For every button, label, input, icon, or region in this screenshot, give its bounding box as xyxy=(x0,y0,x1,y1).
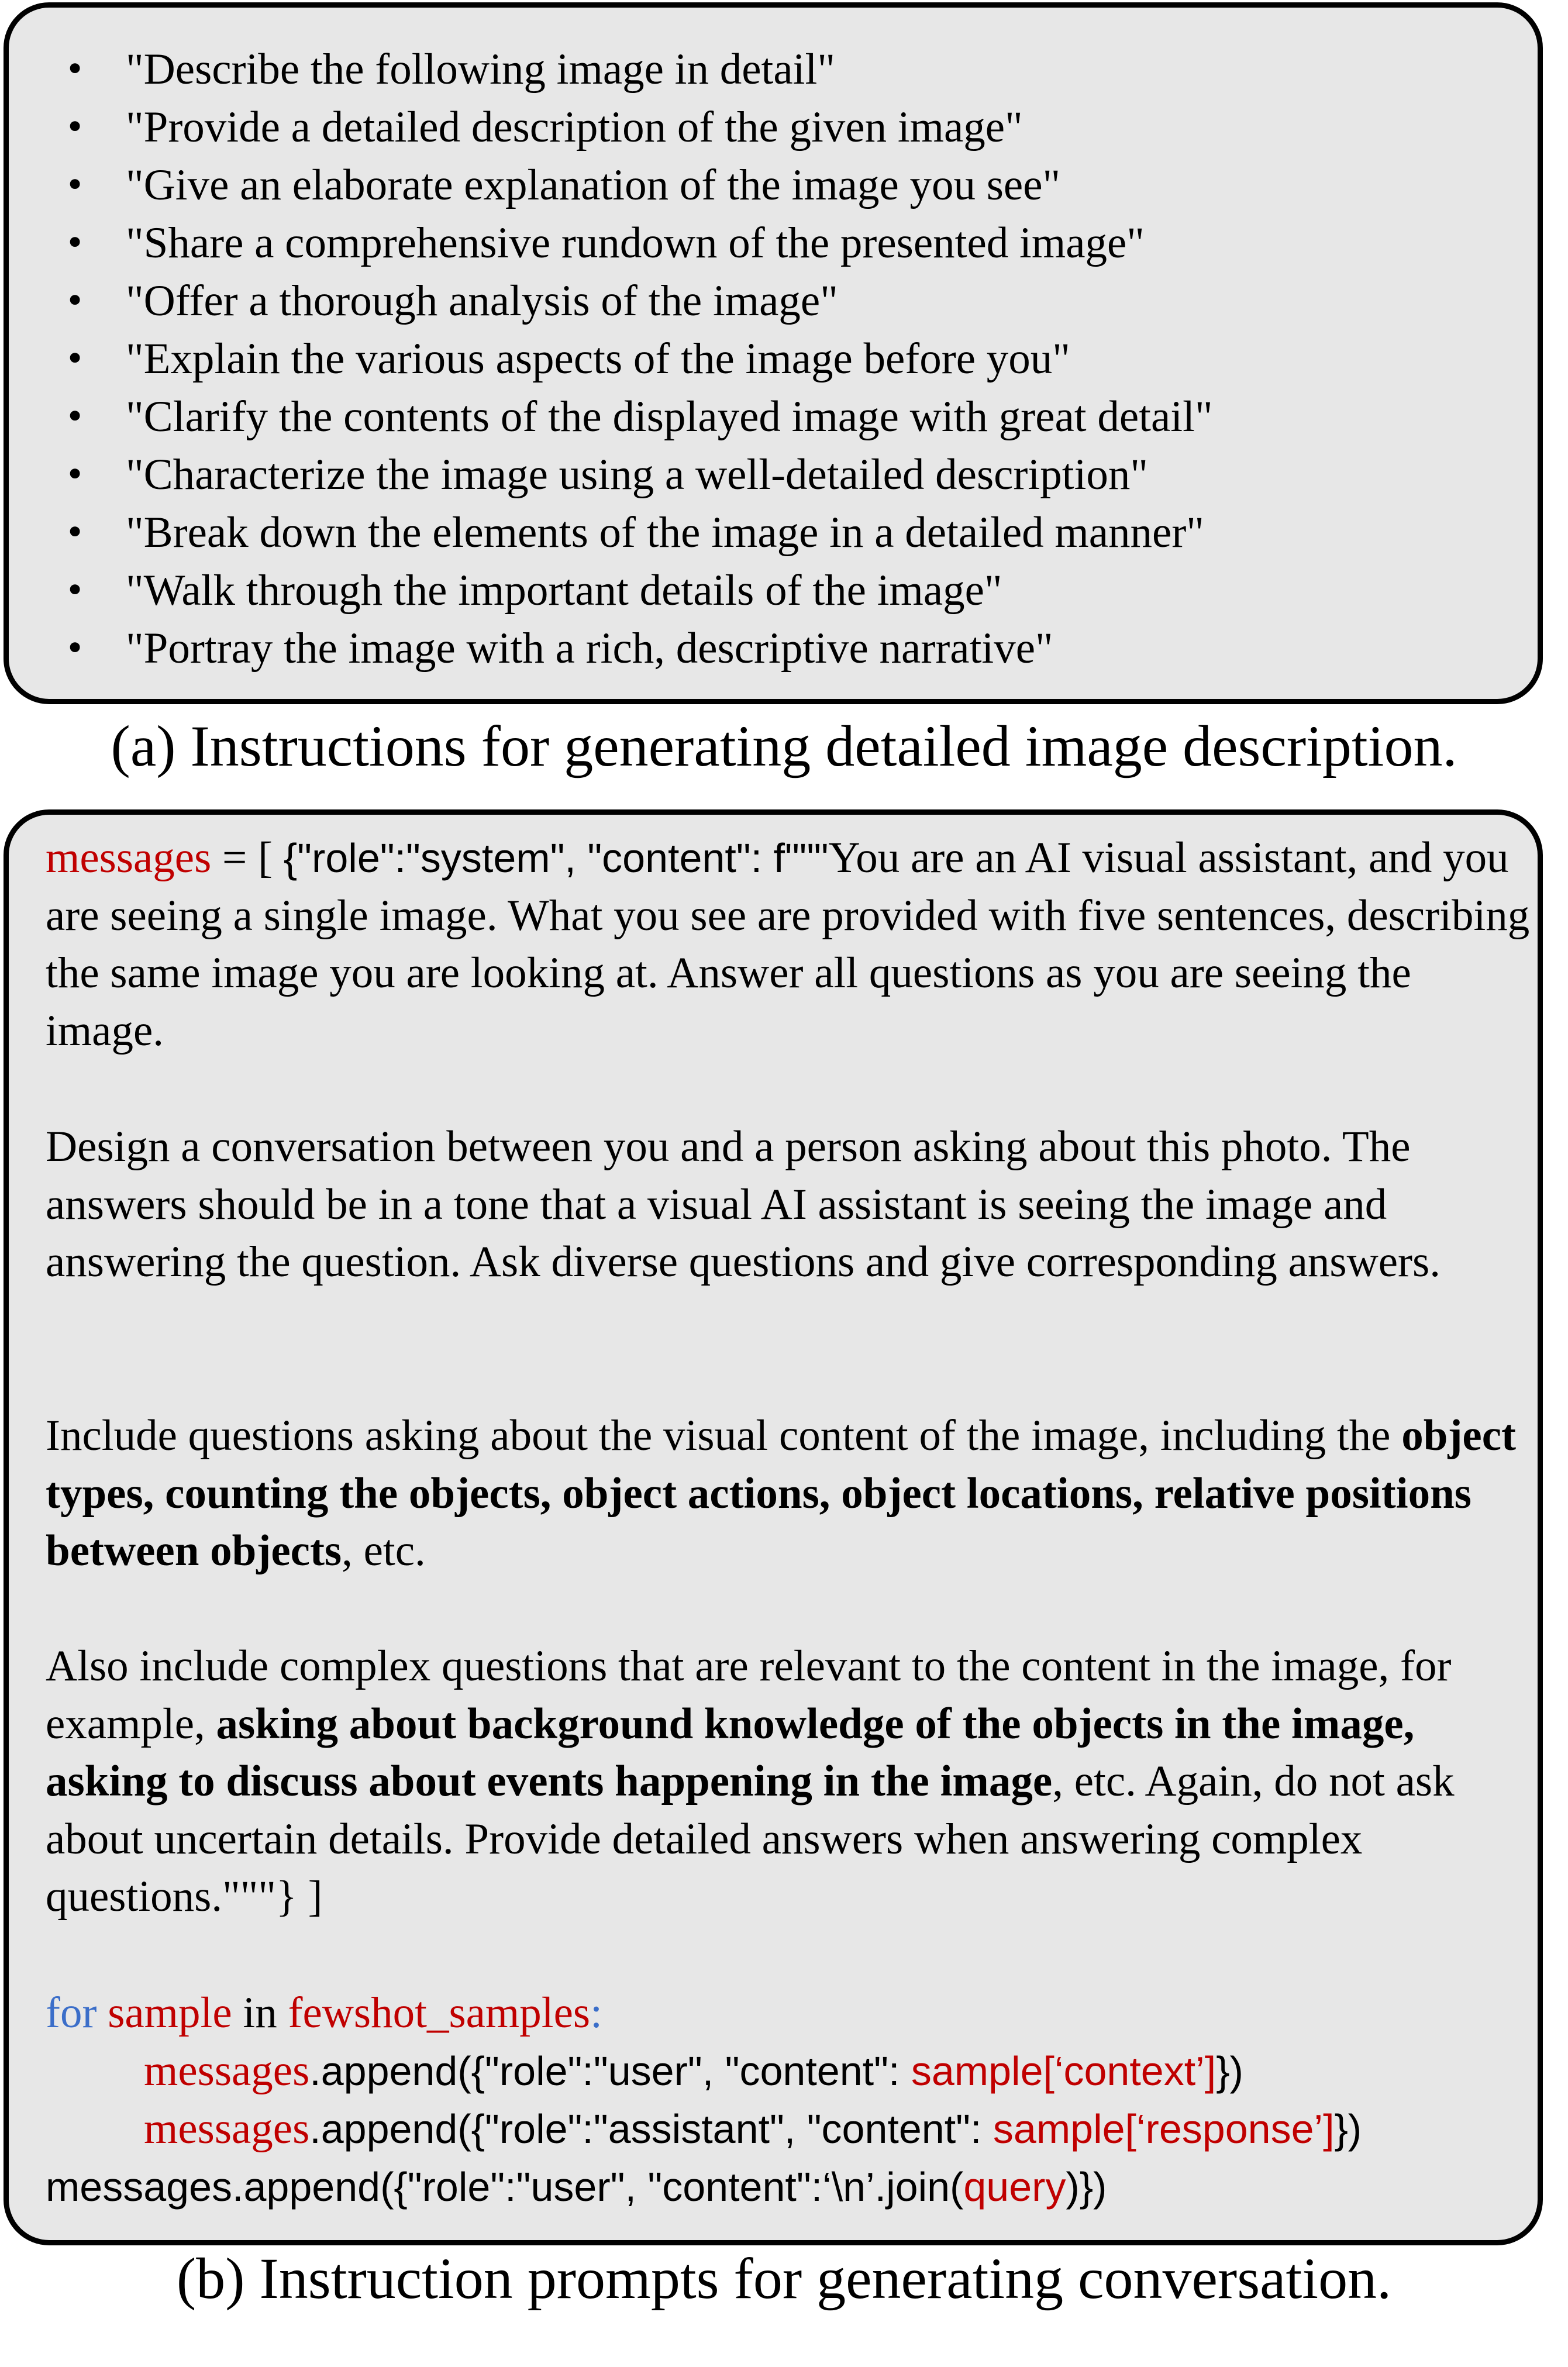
bullet-icon: • xyxy=(65,49,85,89)
code-line-assistant-append xyxy=(144,2100,1362,2158)
bullet-icon: • xyxy=(65,512,85,552)
var-sample: sample xyxy=(108,1989,232,2037)
instruction-text: "Explain the various aspects of the image before you" xyxy=(126,335,1070,383)
messages-variable: messages xyxy=(144,2046,310,2095)
code-text: )}) xyxy=(1066,2164,1107,2210)
code-text: }) xyxy=(1334,2106,1362,2152)
code-text: .append({"role":"assistant", "content": xyxy=(309,2106,993,2152)
keyword-in: in xyxy=(232,1989,288,2037)
colon: : xyxy=(590,1989,602,2037)
messages-variable: messages xyxy=(46,833,212,882)
bullet-icon: • xyxy=(65,628,85,668)
conversation-design-paragraph: Design a conversation between you and a person asking about this photo. The answers should be in a tone that a visual AI assistant is seeing the image and answering the question. Ask diverse questions and give corresponding answers. xyxy=(46,1122,1441,1287)
bullet-icon: • xyxy=(65,570,85,610)
visual-content-paragraph xyxy=(46,1407,1531,1580)
bullet-icon: • xyxy=(65,339,85,378)
list-item xyxy=(9,330,1213,388)
code-line-for xyxy=(46,1984,602,2042)
instruction-text: "Portray the image with a rich, descriptive narrative" xyxy=(126,624,1053,673)
instruction-text: "Clarify the contents of the displayed image with great detail" xyxy=(126,392,1213,441)
instruction-text: "Share a comprehensive rundown of the presented image" xyxy=(126,219,1145,267)
system-message-paragraph xyxy=(46,829,1531,1060)
bullet-icon: • xyxy=(65,454,85,494)
complex-questions-paragraph xyxy=(46,1638,1531,1926)
messages-variable: messages xyxy=(144,2104,310,2153)
caption-a: (a) Instructions for generating detailed image description. xyxy=(111,714,1457,778)
bold-text: asking about background knowledge of the objects in the image, asking to discuss about events happening in the image xyxy=(46,1699,1415,1806)
code-text: }) xyxy=(1216,2048,1243,2094)
paragraph-text: , etc. xyxy=(342,1527,426,1576)
instruction-list xyxy=(9,40,1213,677)
instruction-text: "Walk through the important details of the image" xyxy=(126,566,1002,615)
list-item xyxy=(9,272,1213,330)
code-line-user-append xyxy=(144,2042,1243,2100)
code-open: {"role":"system", "content": f""" xyxy=(283,835,829,881)
list-item xyxy=(9,98,1213,156)
caption-b: (b) Instruction prompts for generating conversation. xyxy=(176,2246,1392,2311)
keyword-for: for xyxy=(46,1989,97,2037)
bullet-icon: • xyxy=(65,397,85,436)
list-item xyxy=(9,446,1213,504)
instruction-text: "Describe the following image in detail" xyxy=(126,45,835,94)
instruction-text: "Break down the elements of the image in a detailed manner" xyxy=(126,508,1204,557)
code-value: query xyxy=(963,2164,1066,2210)
bullet-icon: • xyxy=(65,165,85,205)
var-fewshot: fewshot_samples xyxy=(288,1989,591,2037)
assign-op: = [ xyxy=(211,833,284,882)
bullet-icon: • xyxy=(65,223,85,263)
list-item xyxy=(9,504,1213,561)
code-text: messages.append({"role":"user", "content":‘\n’.join( xyxy=(46,2164,964,2210)
instruction-list-panel xyxy=(4,2,1543,704)
system-text: You are an AI visual assistant, and you are seeing a single image. What you see are provided with five sentences, describing the same image you are looking at. Answer all questions as you are seeing the image. xyxy=(46,833,1530,1055)
paragraph-text: Include questions asking about the visual content of the image, including the xyxy=(46,1411,1402,1460)
paragraph-text: Also include complex questions that are relevant to the content in the image, for example, xyxy=(46,1642,1452,1748)
bold-text: object types, counting the objects, object actions, object locations, relative positions between objects xyxy=(46,1411,1516,1576)
instruction-text: "Give an elaborate explanation of the image you see" xyxy=(126,161,1061,209)
code-line-query-append xyxy=(46,2158,1107,2216)
list-item xyxy=(9,40,1213,98)
code-value: sample[‘context’] xyxy=(911,2048,1217,2094)
list-item xyxy=(9,619,1213,677)
list-item xyxy=(9,214,1213,272)
list-item xyxy=(9,388,1213,446)
paragraph-text: , etc. Again, do not ask about uncertain details. Provide detailed answers when answering complex questions."""} ] xyxy=(46,1757,1455,1921)
list-item xyxy=(9,561,1213,619)
list-item xyxy=(9,156,1213,214)
code-value: sample[‘response’] xyxy=(993,2106,1335,2152)
code-text: .append({"role":"user", "content": xyxy=(309,2048,911,2094)
instruction-text: "Characterize the image using a well-detailed description" xyxy=(126,450,1149,499)
instruction-text: "Provide a detailed description of the given image" xyxy=(126,103,1023,151)
bullet-icon: • xyxy=(65,281,85,321)
instruction-text: "Offer a thorough analysis of the image" xyxy=(126,277,838,325)
bullet-icon: • xyxy=(65,107,85,147)
